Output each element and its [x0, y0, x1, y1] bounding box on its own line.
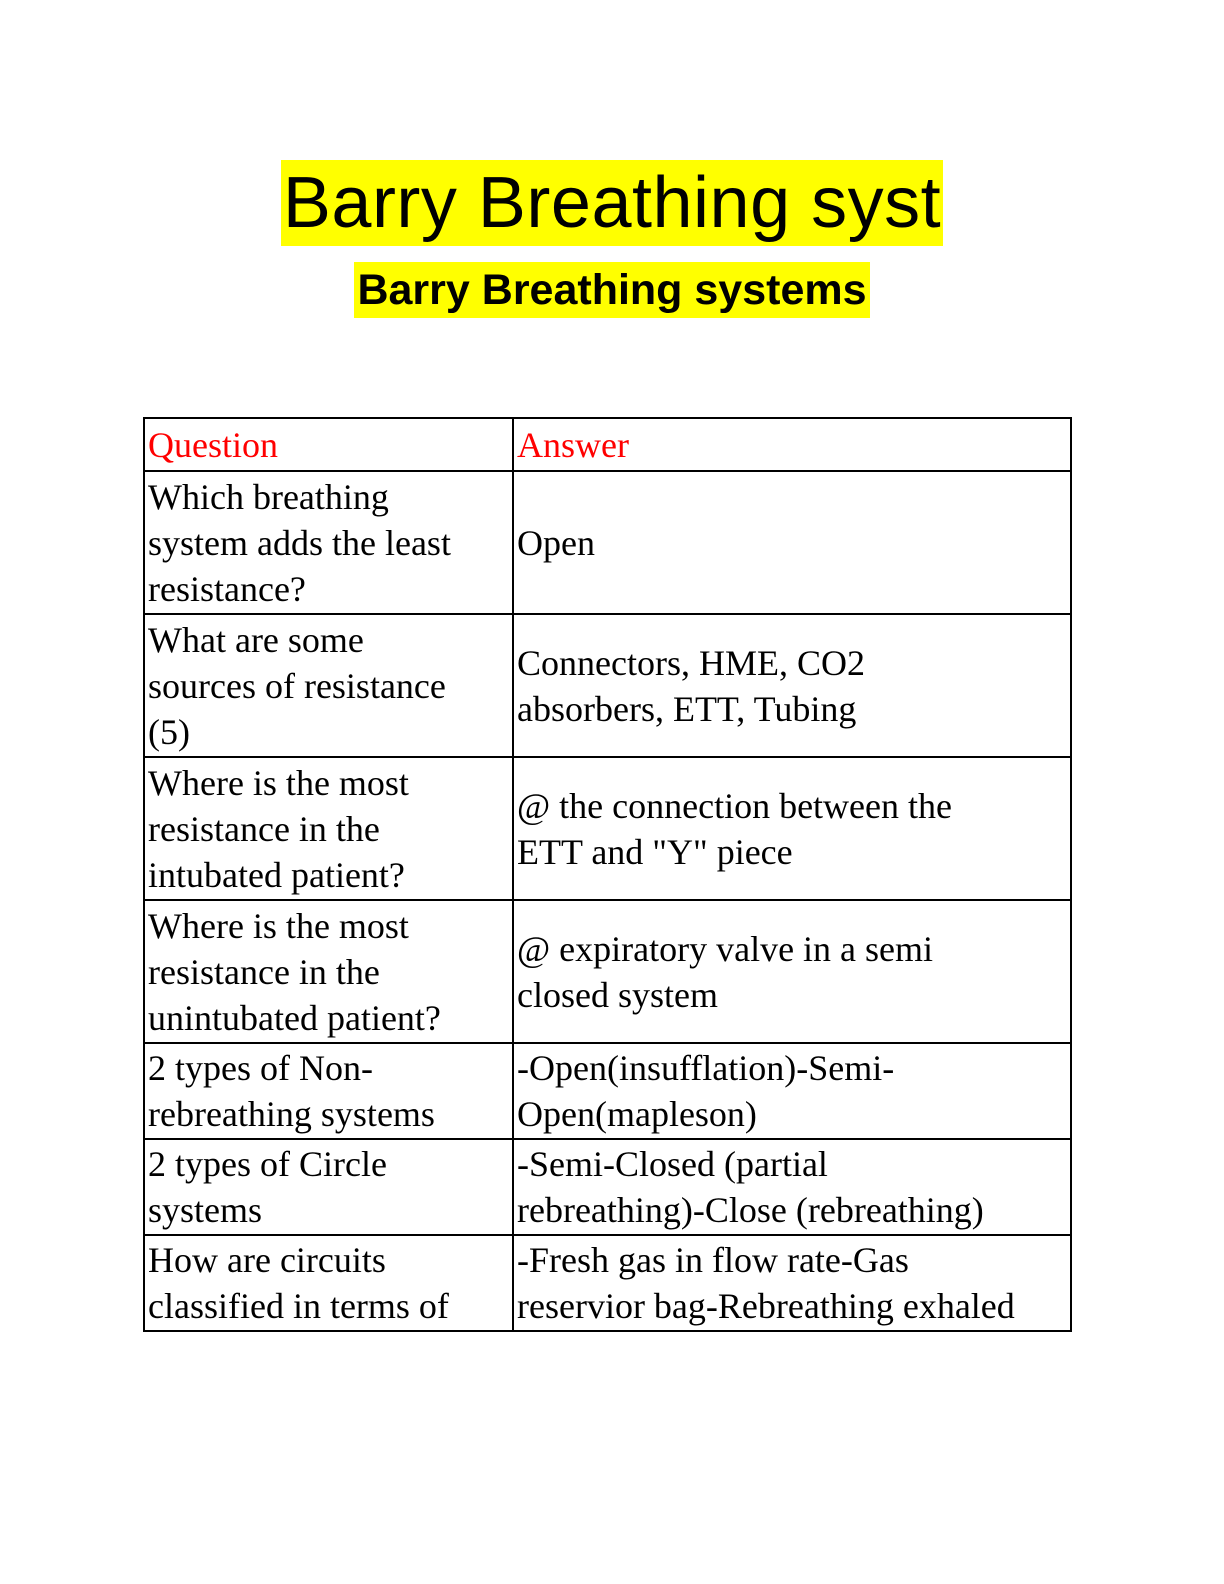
page-title: Barry Breathing syst [281, 160, 943, 246]
question-cell: 2 types of Circle systems [144, 1139, 513, 1235]
question-cell: Where is the most resistance in the unintubated patient? [144, 900, 513, 1043]
title-container [0, 160, 1224, 246]
answer-cell: -Open(insufflation)-Semi- Open(mapleson) [513, 1043, 1071, 1139]
answer-cell: -Fresh gas in flow rate-Gas reservior bag-Rebreathing exhaled [513, 1235, 1071, 1331]
table-row [144, 1235, 1071, 1331]
table-row [144, 614, 1071, 757]
answer-cell: -Semi-Closed (partial rebreathing)-Close (rebreathing) [513, 1139, 1071, 1235]
answer-cell: @ expiratory valve in a semi closed system [513, 900, 1071, 1043]
header-answer: Answer [513, 418, 1071, 471]
table-row [144, 757, 1071, 900]
question-cell: Which breathing system adds the least resistance? [144, 471, 513, 614]
qa-table [143, 417, 1072, 1332]
table-header-row [144, 418, 1071, 471]
table-row [144, 900, 1071, 1043]
question-cell: 2 types of Non- rebreathing systems [144, 1043, 513, 1139]
answer-cell: @ the connection between the ETT and "Y" piece [513, 757, 1071, 900]
answer-cell: Connectors, HME, CO2 absorbers, ETT, Tubing [513, 614, 1071, 757]
table-row [144, 1043, 1071, 1139]
header-question: Question [144, 418, 513, 471]
answer-cell: Open [513, 471, 1071, 614]
subtitle-container [0, 262, 1224, 318]
table-row [144, 471, 1071, 614]
table-row [144, 1139, 1071, 1235]
question-cell: What are some sources of resistance (5) [144, 614, 513, 757]
question-cell: How are circuits classified in terms of [144, 1235, 513, 1331]
page-subtitle: Barry Breathing systems [354, 262, 869, 318]
question-cell: Where is the most resistance in the intubated patient? [144, 757, 513, 900]
